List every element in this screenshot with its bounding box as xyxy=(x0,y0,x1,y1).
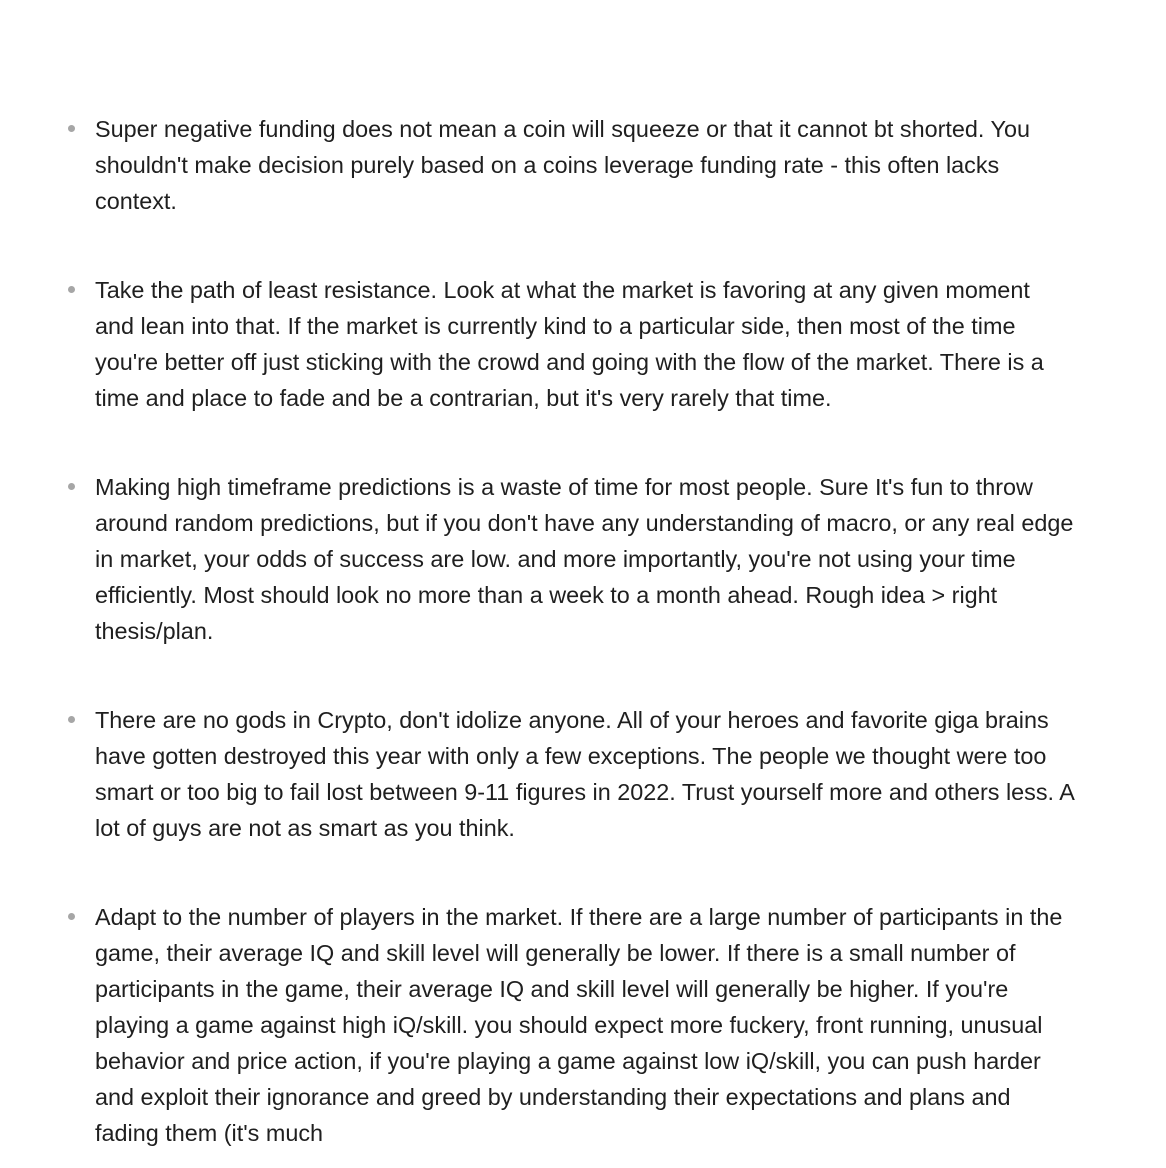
list-item xyxy=(0,702,1166,846)
list-item-text: Adapt to the number of players in the market. If there are a large number of participants in the game, their average IQ and skill level will generally be lower. If there is a small number of participants in the game, their average IQ and skill level will generally be higher. If you're playing a game against high iQ/skill. you should expect more fuckery, front running, unusual behavior and price action, if you're playing a game against low iQ/skill, you can push harder and exploit their ignorance and greed by understanding their expectations and plans and fading them (it's much xyxy=(95,904,1063,1146)
bullet-icon xyxy=(68,913,75,920)
list-item xyxy=(0,111,1166,219)
list-item-text: There are no gods in Crypto, don't idolize anyone. All of your heroes and favorite giga brains have gotten destroyed this year with only a few exceptions. The people we thought were too smart or too big to fail lost between 9-11 figures in 2022. Trust yourself more and others less. A lot of guys are not as smart as you think. xyxy=(95,707,1074,841)
list-item xyxy=(0,899,1166,1151)
bullet-icon xyxy=(68,125,75,132)
bullet-icon xyxy=(68,483,75,490)
list-item-text: Making high timeframe predictions is a waste of time for most people. Sure It's fun to throw around random predictions, but if you don't have any understanding of macro, or any real edge in market, your odds of success are low. and more importantly, you're not using your time efficiently. Most should look no more than a week to a month ahead. Rough idea > right thesis/plan. xyxy=(95,474,1074,644)
bullet-icon xyxy=(68,716,75,723)
bullet-icon xyxy=(68,286,75,293)
list-item-text: Super negative funding does not mean a coin will squeeze or that it cannot bt shorted. You shouldn't make decision purely based on a coins leverage funding rate - this often lacks context. xyxy=(95,116,1030,214)
list-item-text: Take the path of least resistance. Look at what the market is favoring at any given moment and lean into that. If the market is currently kind to a particular side, then most of the time you're better off just sticking with the crowd and going with the flow of the market. There is a time and place to fade and be a contrarian, but it's very rarely that time. xyxy=(95,277,1044,411)
list-item xyxy=(0,272,1166,416)
tips-list xyxy=(0,111,1166,1168)
list-item xyxy=(0,469,1166,649)
